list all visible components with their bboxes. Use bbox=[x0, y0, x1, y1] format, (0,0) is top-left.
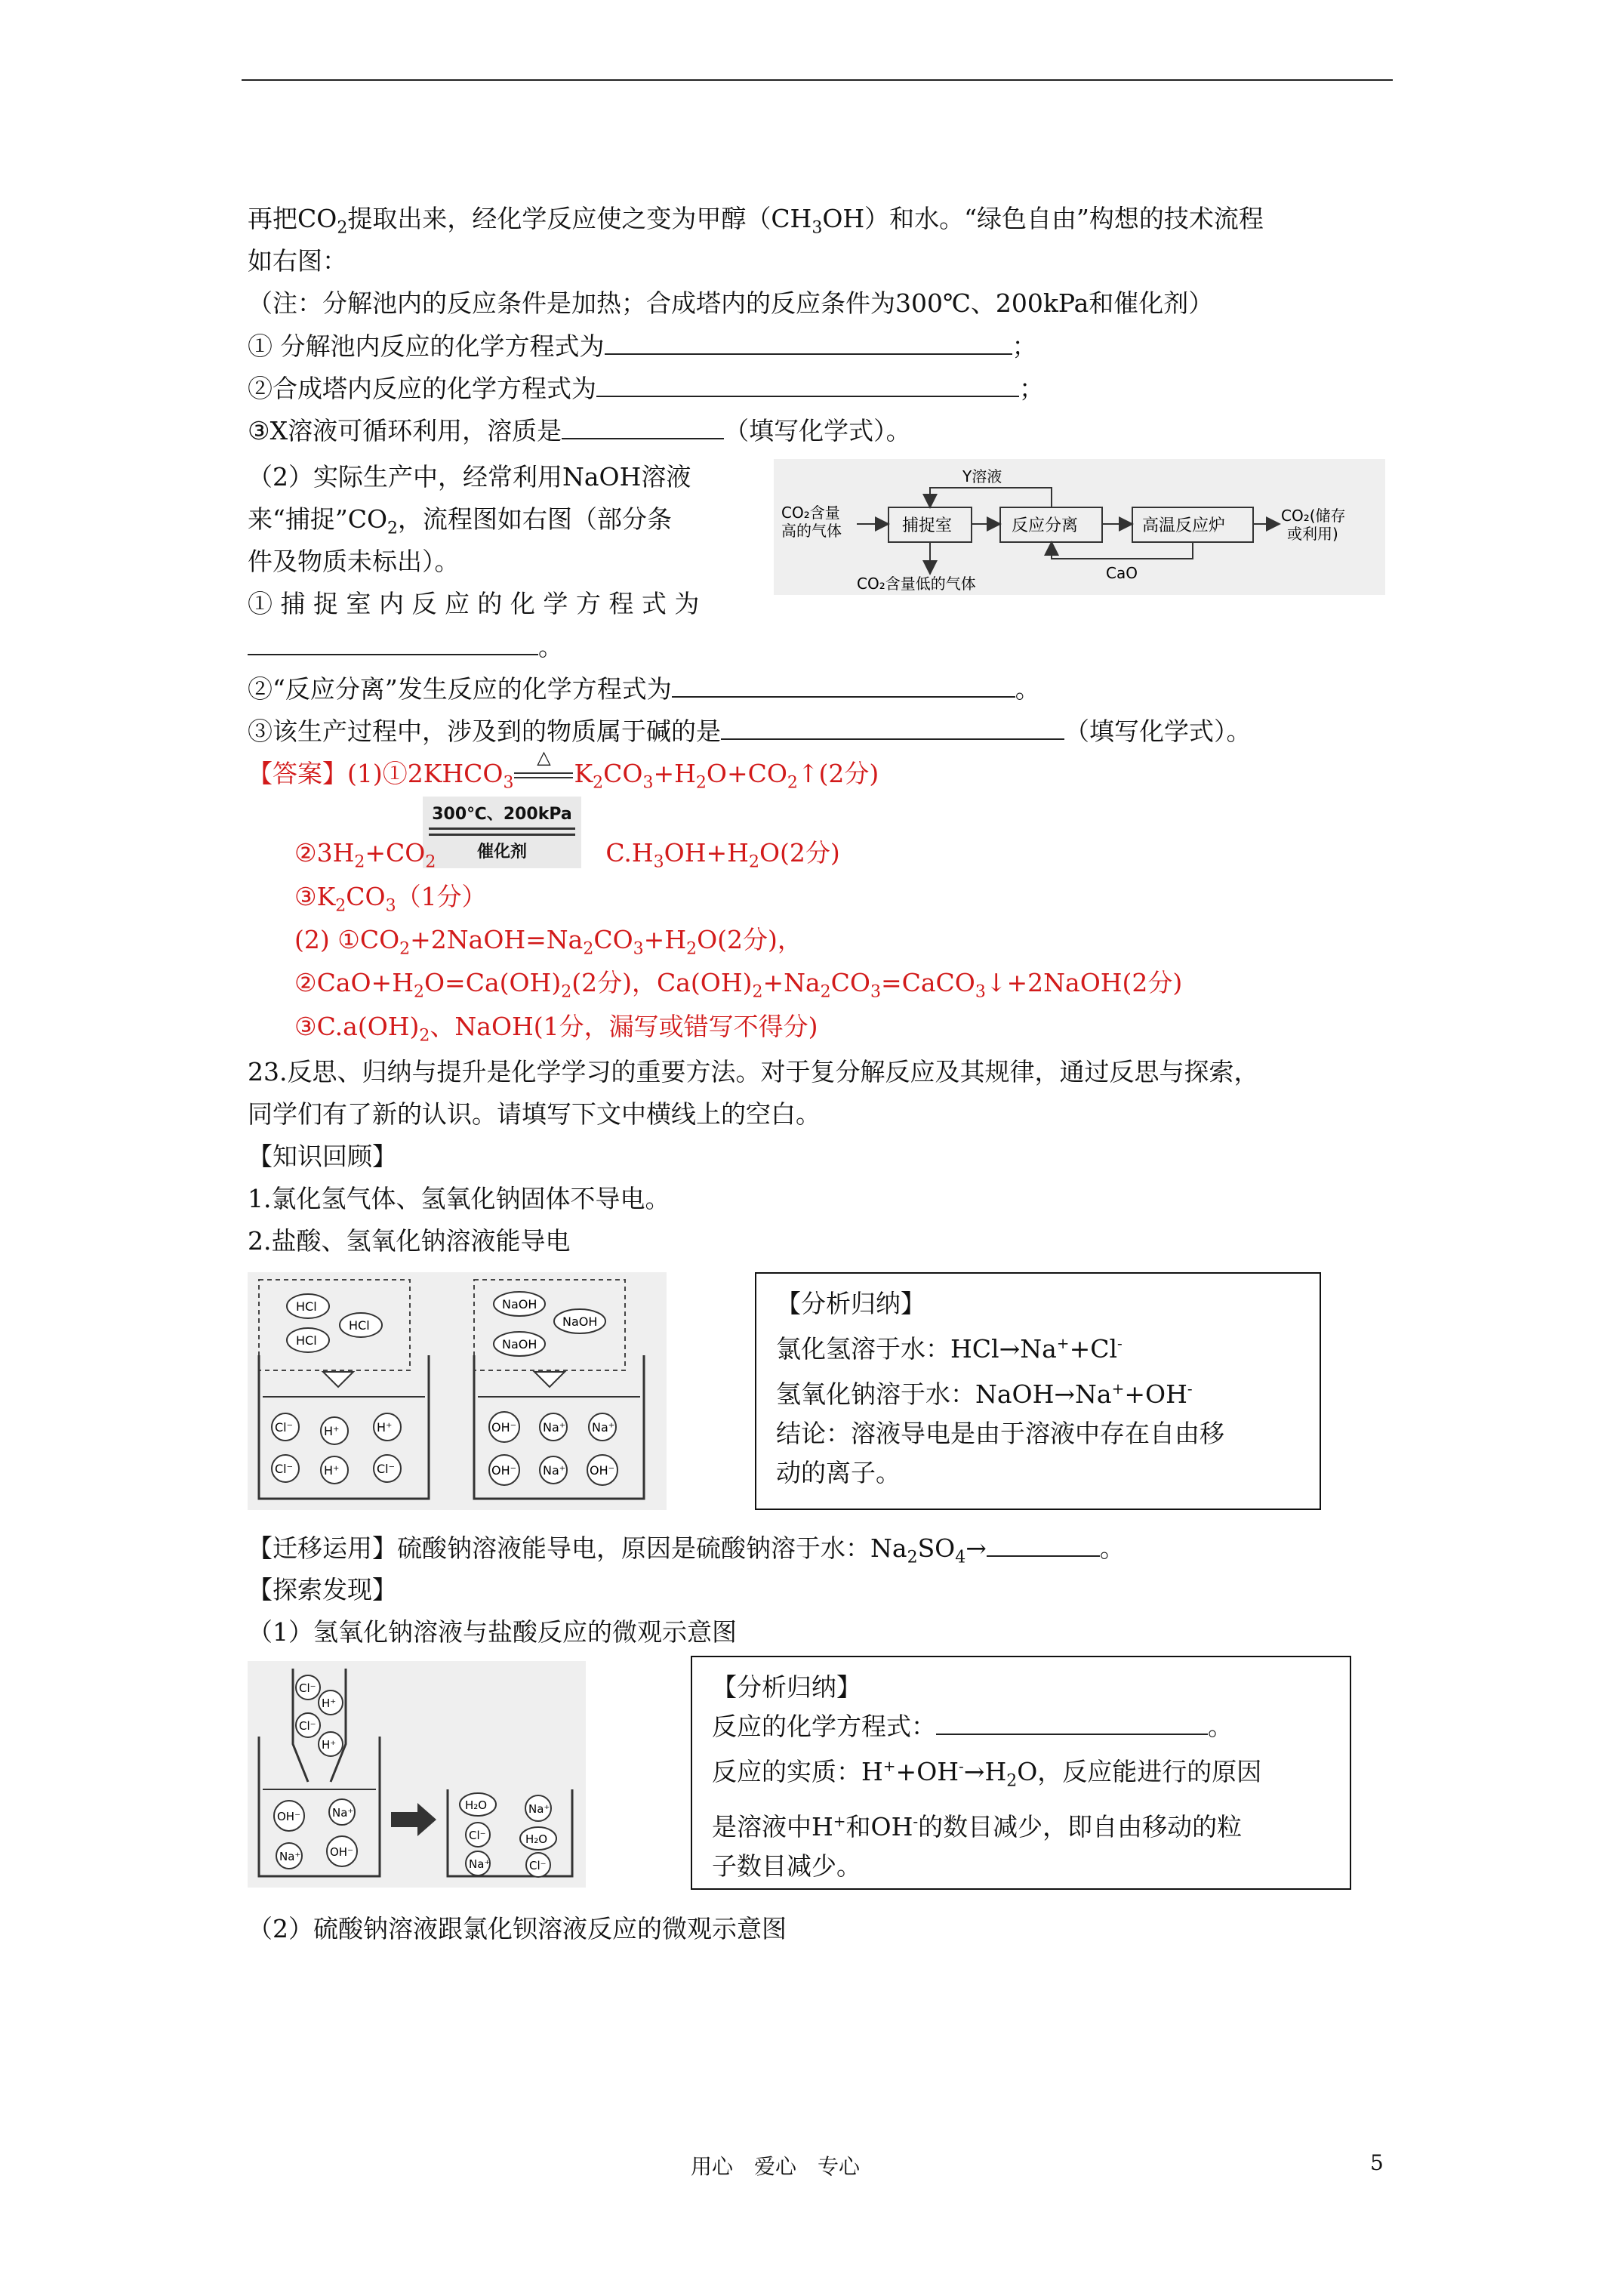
molecule-label: H₂O bbox=[465, 1798, 488, 1812]
ion-label: Cl⁻ bbox=[299, 1719, 316, 1733]
question-2: ②合成塔内反应的化学方程式为 ； bbox=[248, 374, 1044, 403]
answer-line-5: $②CaO+H_2O=Ca(OH)_2(2$分)，$Ca(OH)_2+Na_2CO_3=CaCO_3↓+2NaOH(2$分) bbox=[294, 968, 1183, 1002]
answer-line-6: $③C.a(OH)_2$、NaOH(1分，漏写或错写不得分) bbox=[294, 1012, 818, 1046]
page-number: 5 bbox=[1370, 2150, 1384, 2175]
naoh-molecule: NaOH bbox=[502, 1297, 537, 1311]
neutralization-diagram bbox=[248, 1661, 586, 1888]
hcl-molecule: HCl bbox=[296, 1299, 317, 1314]
ion-label: Cl⁻ bbox=[469, 1829, 486, 1842]
note-line: （注：分解池内的反应条件是加热；合成塔内的反应条件为300℃、200kPa和催化剂） bbox=[248, 288, 1214, 318]
question-3: ③X溶液可循环利用，溶质是 （填写化学式）。 bbox=[248, 416, 911, 445]
flow-diagram bbox=[774, 459, 1385, 595]
ion-label: OH⁻ bbox=[330, 1845, 354, 1859]
q23-line-1: 23.反思、归纳与提升是化学学习的重要方法。对于复分解反应及其规律，通过反思与探索， bbox=[248, 1057, 1259, 1086]
analysis-line: 氢氧化钠溶于水：NaOH→Na++OH- bbox=[776, 1379, 1193, 1409]
answer-line-3: $③K_2CO_3(1$分） bbox=[294, 882, 487, 916]
answer-blank[interactable] bbox=[605, 331, 1012, 355]
beaker2-ions bbox=[489, 1412, 617, 1485]
ion-label: H⁺ bbox=[322, 1697, 337, 1710]
hcl-molecule: HCl bbox=[296, 1333, 317, 1348]
answer-line-1: 【答案】$(1)①2KHCO_3$ △ $K_2CO_3+H_2O+CO_2↑(2$分) bbox=[248, 747, 879, 793]
review-item-1: 1.氯化氢气体、氢氧化钠固体不导电。 bbox=[248, 1184, 670, 1213]
answer-blank[interactable] bbox=[248, 631, 538, 655]
part2-line-4: ① 捕 捉 室 内 反 应 的 化 学 方 程 式 为 bbox=[248, 589, 700, 618]
ion-label: Cl⁻ bbox=[275, 1462, 294, 1476]
explore-item-1: （1）氢氧化钠溶液与盐酸反应的微观示意图 bbox=[248, 1617, 737, 1647]
analysis-line: 氯化氢溶于水：HCl→Na++Cl- bbox=[776, 1334, 1123, 1364]
ion-label: OH⁻ bbox=[491, 1420, 517, 1435]
review-item-2: 2.盐酸、氢氧化钠溶液能导电 bbox=[248, 1226, 571, 1256]
flow-low-gas-label: CO₂含量低的气体 bbox=[857, 575, 976, 593]
molecule-label: H₂O bbox=[525, 1832, 548, 1846]
answer-blank[interactable] bbox=[596, 373, 1019, 397]
answer-blank[interactable] bbox=[562, 415, 724, 439]
beaker1-ions bbox=[272, 1413, 401, 1484]
flow-box-capture-label: 捕捉室 bbox=[902, 516, 953, 535]
reaction-arrow bbox=[391, 1803, 436, 1836]
analysis-line: 子数目减少。 bbox=[712, 1851, 861, 1881]
transfer-line: 【迁移运用】硫酸钠溶液能导电，原因是硫酸钠溶于水：$Na_2SO_4\to$ 。 bbox=[248, 1533, 1125, 1567]
flow-input-label-1: CO₂含量 bbox=[781, 504, 840, 522]
flow-input-label-2: 高的气体 bbox=[781, 522, 842, 540]
ion-label: Na⁺ bbox=[543, 1463, 566, 1478]
delta-arrow: △ bbox=[513, 759, 574, 789]
review-title: 【知识回顾】 bbox=[248, 1142, 397, 1171]
dissolution-diagram bbox=[248, 1272, 667, 1510]
ion-label: OH⁻ bbox=[590, 1463, 615, 1478]
part2-line-1: （2）实际生产中，经常利用NaOH溶液 bbox=[248, 462, 691, 492]
naoh-molecule: NaOH bbox=[562, 1314, 598, 1329]
ion-label: Na⁺ bbox=[469, 1857, 491, 1871]
answer-blank[interactable] bbox=[936, 1711, 1208, 1735]
analysis-box-title: 【分析归纳】 bbox=[712, 1672, 861, 1702]
flow-box-separate-label: 反应分离 bbox=[1012, 516, 1079, 535]
header-rule bbox=[242, 79, 1393, 81]
ion-label: Cl⁻ bbox=[275, 1420, 294, 1435]
ion-label: H⁺ bbox=[377, 1420, 393, 1435]
analysis-box-2 bbox=[691, 1656, 1351, 1890]
analysis-line: 动的离子。 bbox=[776, 1458, 901, 1487]
footer-slogan: 用心 爱心 专心 bbox=[691, 2154, 861, 2179]
question-5: ②“反应分离”发生反应的化学方程式为 。 bbox=[248, 674, 1040, 704]
ion-label: H⁺ bbox=[322, 1738, 337, 1752]
dissolution-svg bbox=[248, 1272, 667, 1510]
flow-cao-label: CaO bbox=[1106, 564, 1138, 582]
ion-label: H⁺ bbox=[324, 1463, 340, 1478]
ion-label: Na⁺ bbox=[592, 1420, 615, 1435]
condition-bottom: 催化剂 bbox=[476, 843, 527, 861]
part2-line-3: 件及物质未标出）。 bbox=[248, 547, 460, 576]
analysis-line: 反应的实质：$H^++OH^-\to H_2O$，反应能进行的原因 bbox=[712, 1757, 1262, 1791]
analysis-line: 结论：溶液导电是由于溶液中存在自由移 bbox=[776, 1419, 1224, 1448]
neutralization-svg bbox=[248, 1661, 586, 1888]
para-line-2: 如右图： bbox=[248, 246, 347, 276]
analysis-line: 反应的化学方程式： 。 bbox=[712, 1712, 1233, 1741]
question-6: ③该生产过程中，涉及到的物质属于碱的是 （填写化学式）。 bbox=[248, 717, 1252, 746]
ion-label: Na⁺ bbox=[332, 1806, 354, 1820]
analysis-box-1 bbox=[755, 1272, 1321, 1510]
hcl-molecule: HCl bbox=[349, 1318, 370, 1333]
answer-blank[interactable] bbox=[721, 716, 1064, 740]
explore-title: 【探索发现】 bbox=[248, 1575, 397, 1604]
part2-line-5: 。 bbox=[248, 631, 563, 662]
ion-label: OH⁻ bbox=[277, 1810, 301, 1823]
condition-top: 300℃、200kPa bbox=[432, 805, 572, 824]
naoh-molecule: NaOH bbox=[502, 1337, 537, 1351]
flow-output-label-1: CO₂(储存 bbox=[1281, 507, 1346, 525]
ion-label: Na⁺ bbox=[528, 1802, 550, 1816]
ion-label: Na⁺ bbox=[279, 1850, 301, 1863]
explore-item-2: （2）硫酸钠溶液跟氯化钡溶液反应的微观示意图 bbox=[248, 1914, 787, 1943]
answer-blank[interactable] bbox=[987, 1533, 1100, 1557]
ion-label: Cl⁻ bbox=[529, 1859, 547, 1872]
analysis-box-title: 【分析归纳】 bbox=[776, 1289, 925, 1318]
flow-diagram-svg bbox=[774, 459, 1385, 595]
flow-output-label-2: 或利用) bbox=[1287, 525, 1338, 543]
answer-line-2: $②3H_2+CO_2$ $C.H_3OH+H_2O(2$分) bbox=[294, 838, 840, 872]
ion-label: Cl⁻ bbox=[299, 1681, 316, 1695]
para-line-1: 再把$CO_2$提取出来，经化学反应使之变为甲醇$(CH_3OH)$和水。“绿色自由”构想的技术流程 bbox=[248, 204, 1264, 238]
part2-line-2: 来“捕捉$”CO_2$，流程图如右图（部分条 bbox=[248, 504, 673, 538]
answer-blank[interactable] bbox=[672, 673, 1015, 698]
ion-label: OH⁻ bbox=[491, 1463, 517, 1478]
analysis-line: 是溶液中H+和OH-的数目减少，即自由移动的粒 bbox=[712, 1811, 1243, 1841]
answer-line-4: (2) $①CO_2+2NaOH=Na_2CO_3+H_2O(2$分)， bbox=[294, 925, 802, 959]
flow-y-solution-label: Y溶液 bbox=[962, 467, 1002, 485]
question-1: ① 分解池内反应的化学方程式为 ； bbox=[248, 331, 1037, 361]
ion-label: Cl⁻ bbox=[377, 1462, 396, 1476]
ion-label: Na⁺ bbox=[543, 1420, 566, 1435]
q23-line-2: 同学们有了新的认识。请填写下文中横线上的空白。 bbox=[248, 1099, 821, 1129]
ion-label: H⁺ bbox=[324, 1424, 340, 1438]
flow-box-furnace-label: 高温反应炉 bbox=[1142, 516, 1226, 535]
